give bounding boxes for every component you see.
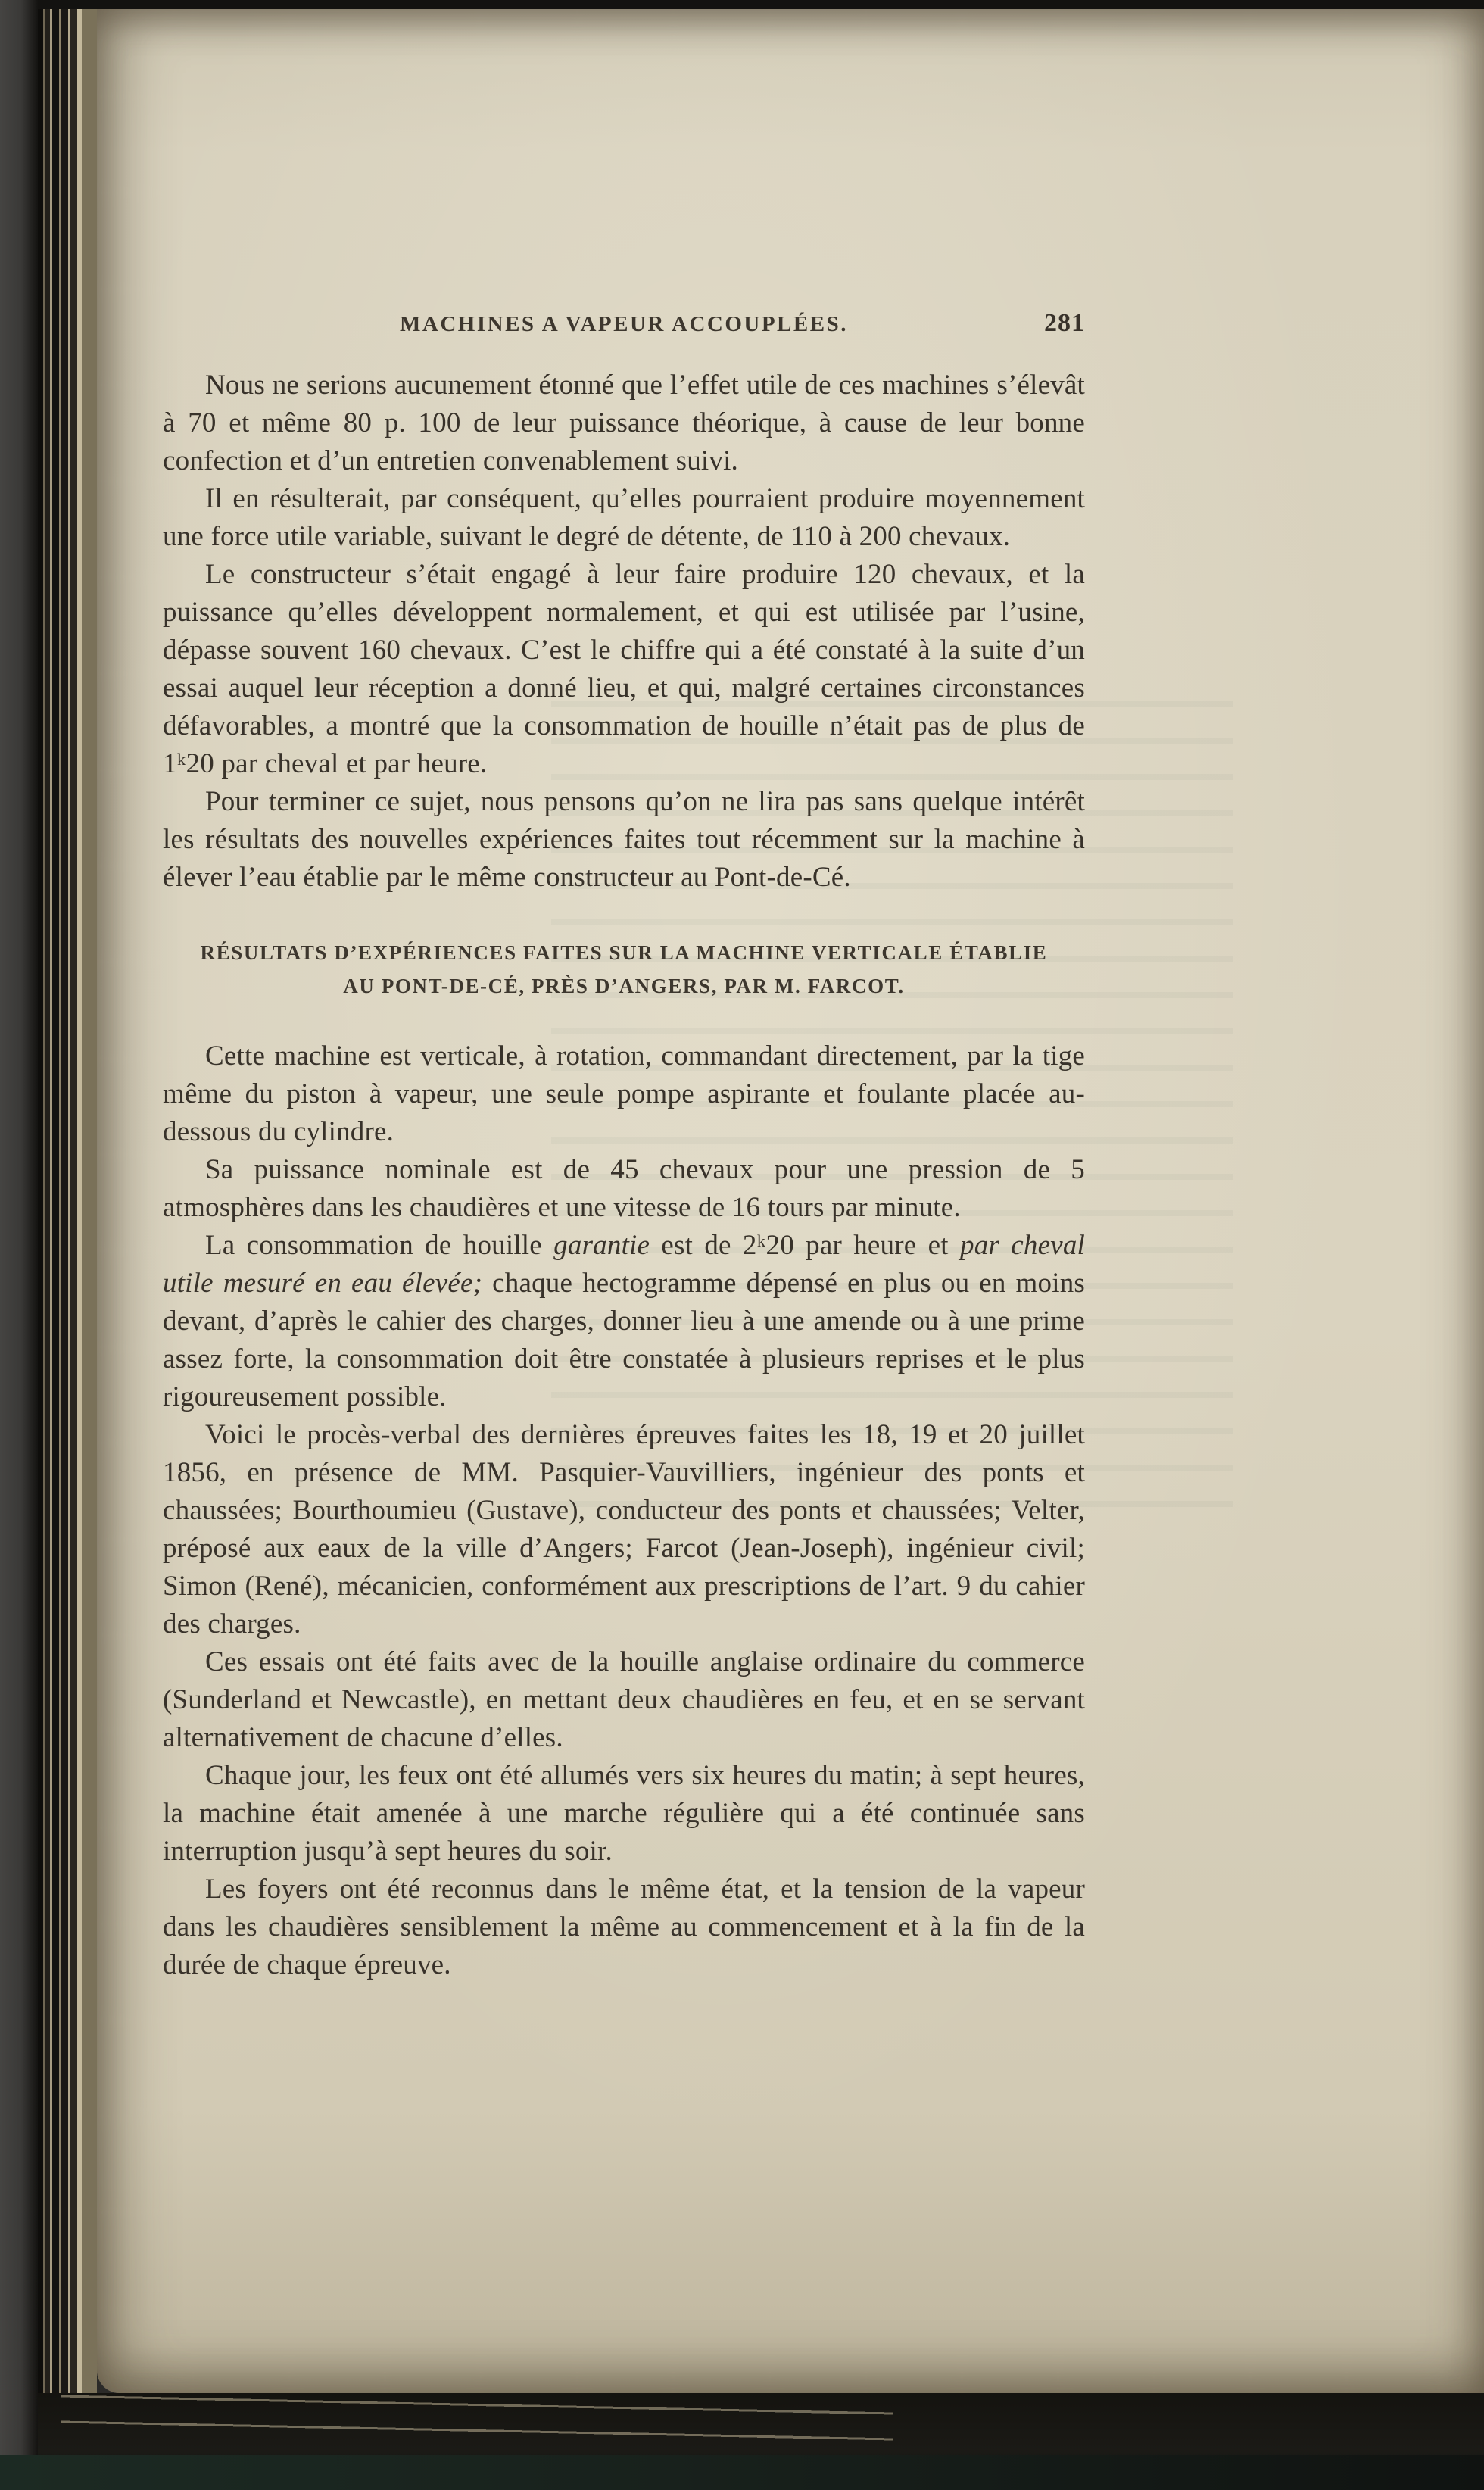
paragraph-foyers: Les foyers ont été reconnus dans le même état, et la tension de la vapeur dans les chaudières sensiblement la même au commencement et à la fin de la durée de chaque épreuve. — [163, 1874, 1085, 1980]
italic-phrase-cheval-utile: par cheval utile mesuré en eau élevée; — [163, 1230, 1085, 1299]
italic-term-garantie: garantie — [553, 1230, 650, 1261]
scan-top-edge — [38, 0, 1484, 9]
paragraph-constructeur: Le constructeur s’était engagé à leur faire produire 120 chevaux, et la puissance qu’elles développent normalement, et qui est utilisée par l’usine, dépasse souvent 160 chevaux. C’est le chiffre qui a été constaté à la suite d’un essai auquel leur réception a donné lieu, et qui, malgré certaines circonstances défavorables, a montré que la consommation de houille n’était pas de plus de 1ᵏ20 par cheval et par heure. — [163, 559, 1085, 779]
paragraph-text: chaque hectogramme dépensé en plus ou en moins devant, d’après le cahier des charges, donner lieu à une amende ou à une prime assez forte, la consommation doit être constatée à plusieurs reprises et le plus rigoureusement possible. — [163, 1268, 1085, 1412]
running-header — [163, 309, 1085, 348]
page-number: 281 — [1044, 309, 1085, 337]
paragraph-proces-verbal: Voici le procès-verbal des dernières épreuves faites les 18, 19 et 20 juillet 1856, en présence de MM. Pasquier-Vauvilliers, ingénieur des ponts et chaussées; Bourthoumieu (Gustave), conducteur des ponts et chaussées; Velter, préposé aux eaux de la ville d’Angers; Farcot (Jean-Joseph), ingénieur civil; Simon (René), mécanicien, conformément aux prescriptions de l’art. 9 du cahier des charges. — [163, 1419, 1085, 1640]
running-header-title: MACHINES A VAPEUR ACCOUPLÉES. — [400, 312, 848, 336]
book-page-edges-left — [38, 0, 97, 2490]
paragraph-consommation-garantie — [163, 1227, 1085, 1416]
paragraph-pour-terminer: Pour terminer ce sujet, nous pensons qu’on ne lira pas sans quelque intérêt les résultats des nouvelles expériences faites tout récemment sur la machine à élever l’eau établie par le même constructeur au Pont-de-Cé. — [163, 786, 1085, 893]
paragraph-text: La consommation de houille — [205, 1230, 554, 1261]
printed-text-block — [163, 309, 1085, 1984]
paragraph-chaque-jour: Chaque jour, les feux ont été allumés vers six heures du matin; à sept heures, la machine était amenée à une marche régulière qui a été continuée sans interruption jusqu’à sept heures du soir. — [163, 1760, 1085, 1867]
section-heading-line1: RÉSULTATS D’EXPÉRIENCES FAITES SUR LA MACHINE VERTICALE ÉTABLIE — [200, 941, 1048, 964]
paragraph-puissance-nominale: Sa puissance nominale est de 45 chevaux pour une pression de 5 atmosphères dans les chaudières et une vitesse de 16 tours par minute. — [163, 1154, 1085, 1223]
paragraph-machine-verticale: Cette machine est verticale, à rotation, commandant directement, par la tige même du piston à vapeur, une seule pompe aspirante et foulante placée au-dessous du cylindre. — [163, 1041, 1085, 1147]
paragraph-effet-utile: Nous ne serions aucunement étonné que l’effet utile de ces machines s’élevât à 70 et même 80 p. 100 de leur puissance théorique, à cause de leur bonne confection et d’un entretien convenablement suivi. — [163, 370, 1085, 476]
section-heading-line2: AU PONT-DE-CÉ, PRÈS D’ANGERS, PAR M. FARCOT. — [343, 975, 905, 997]
scan-bottom-band — [0, 2455, 1484, 2490]
scanner-bed-left — [0, 0, 38, 2490]
paragraph-text: est de 2ᵏ20 par heure et — [650, 1230, 960, 1261]
section-heading — [200, 936, 1049, 1003]
paragraph-essais-houille: Ces essais ont été faits avec de la houille anglaise ordinaire du commerce (Sunderland et Newcastle), en mettant deux chaudières en feu, et en se servant alternativement de chacune d’elles. — [163, 1646, 1085, 1753]
paragraph-force-utile: Il en résulterait, par conséquent, qu’elles pourraient produire moyennement une force utile variable, suivant le degré de détente, de 110 à 200 chevaux. — [163, 483, 1085, 552]
